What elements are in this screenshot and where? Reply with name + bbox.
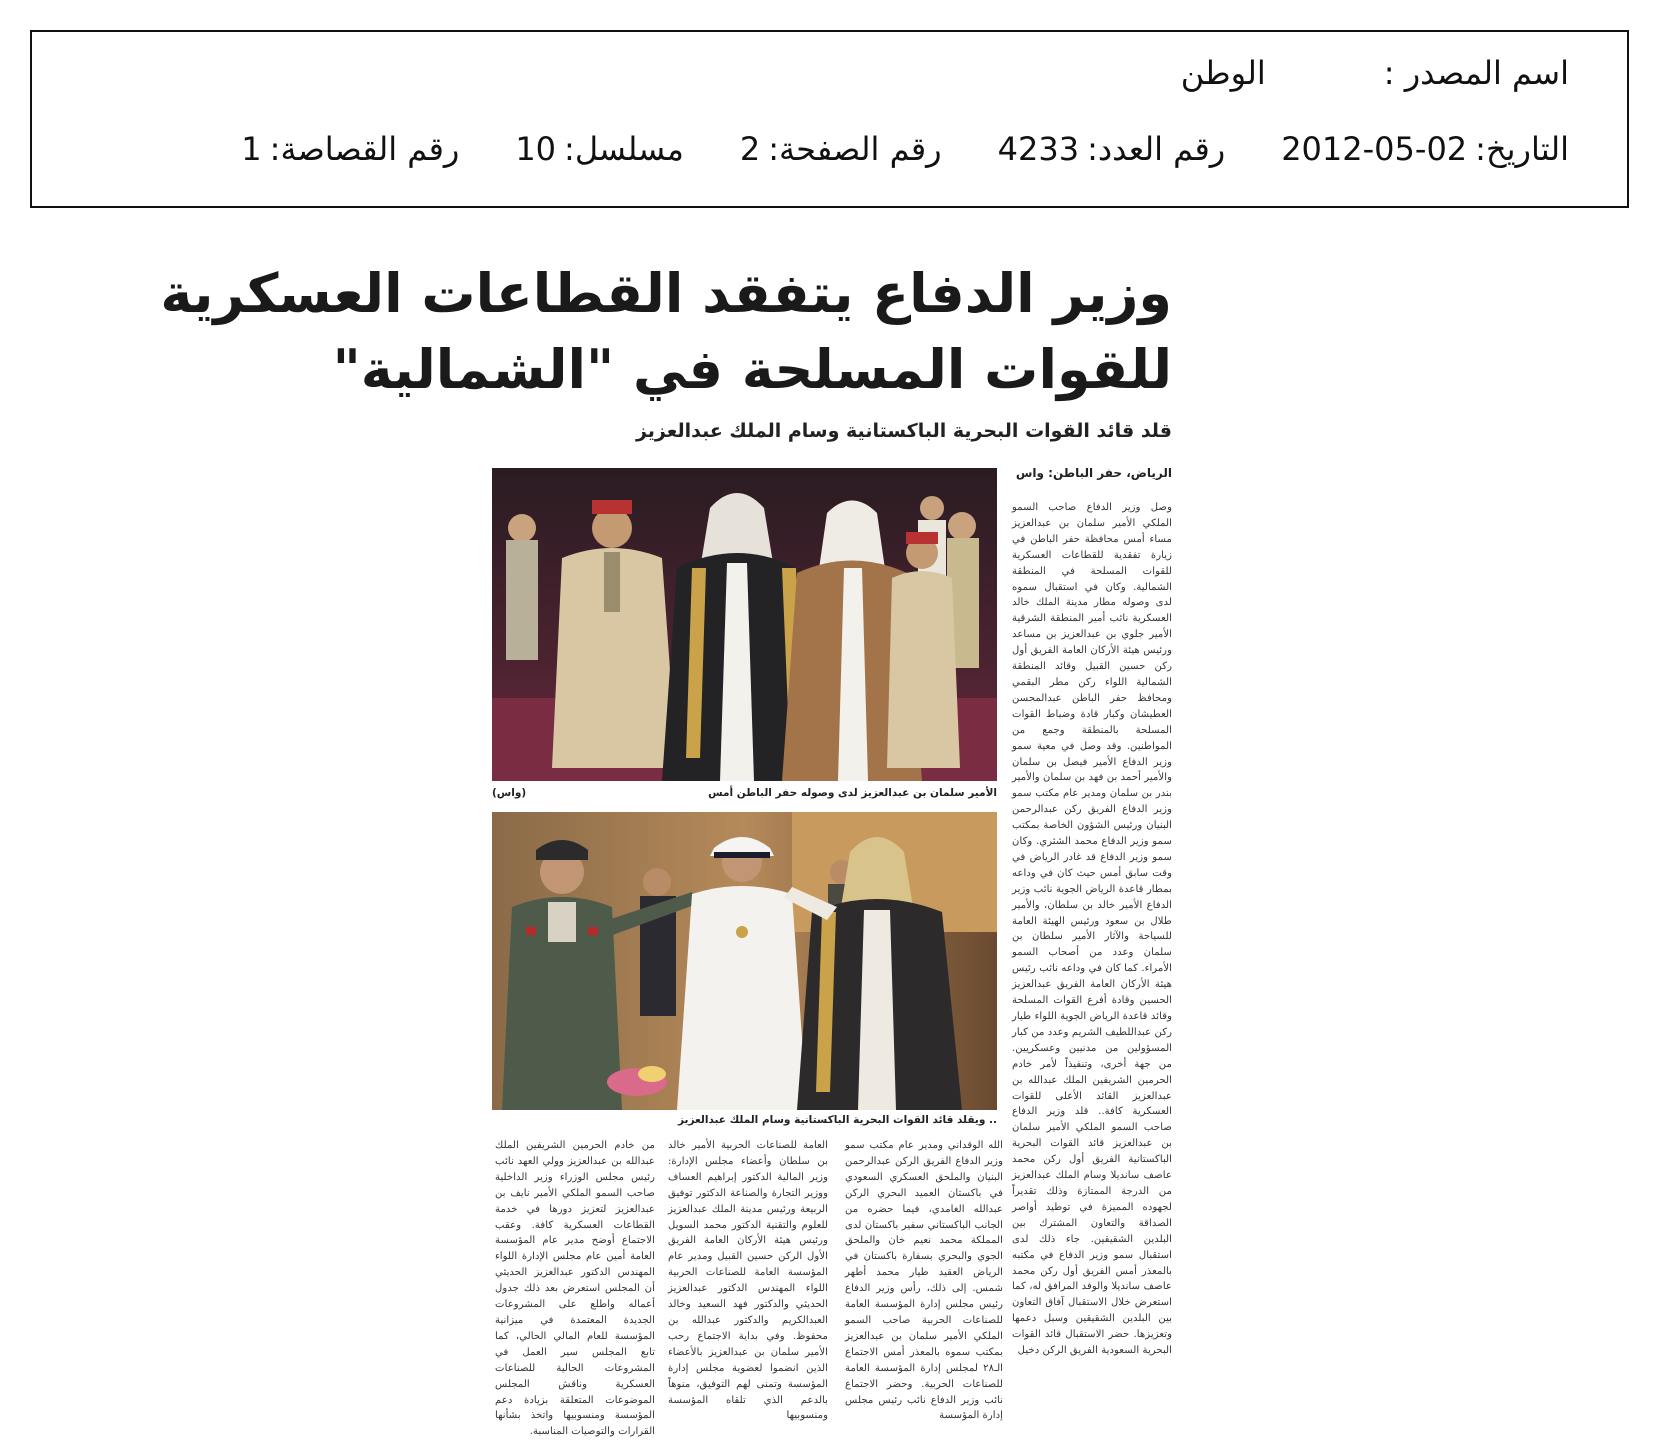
photo-arrival-credit: (واس) [492,787,527,799]
photo-medal-caption: .. ويقلد قائد القوات البحرية الباكستانية وسام الملك عبدالعزيز [677,1114,997,1126]
headline-line-2: للقوات المسلحة في "الشمالية" [332,338,1172,401]
photo-arrival [492,468,997,781]
dateline: الرياض، حفر الباطن: واس [1015,466,1172,480]
clipping-metadata-box [30,30,1629,208]
source-value: الوطن [1180,54,1266,92]
article-column-bottom-1: الله الوقداني ومدير عام مكتب سمو وزير الدفاع الفريق الركن عبدالرحمن البنيان والملحق العسكري السعودي في باكستان العميد البحري الركن عبدالله الغامدي، فيما حضره من الجانب الباكستاني سفير باكستان لدى المملكة محمد نعيم خان والملحق الجوي والبحري بسفارة باكستان في الرياض العقيد طيار محمد أطهر شمس. إلى ذلك، رأس وزير الدفاع رئيس مجلس إدارة المؤسسة العامة للصناعات الحربية صاحب السمو الملكي الأمير سلمان بن عبدالعزيز بمكتب سموه بالمعذر أمس الاجتماع الـ٢٨ لمجلس إدارة المؤسسة العامة للصناعات الحربية. وحضر الاجتماع نائب وزير الدفاع نائب رئيس مجلس إدارة المؤسسة [845,1140,1003,1422]
details-row [241,130,1569,168]
source-row [1181,54,1569,92]
page-value: 2 [739,130,761,168]
issue-value: 4233 [997,130,1080,168]
date-label: التاريخ: [1475,130,1569,168]
subheadline: قلد قائد القوات البحرية الباكستانية وسام الملك عبدالعزيز [635,420,1172,442]
serial-label: مسلسل: [564,130,684,168]
serial-value: 10 [515,130,557,168]
page-label: رقم الصفحة: [768,130,942,168]
article-column-bottom-3: من خادم الحرمين الشريفين الملك عبدالله بن عبدالعزيز وولي العهد نائب رئيس مجلس الوزراء وزير الداخلية صاحب السمو الملكي الأمير نايف بن عبدالعزيز لتعزيز دورها في خدمة القطاعات العسكرية كافة. وعقب الاجتماع أوضح مدير عام المؤسسة العامة أمين عام مجلس الإدارة اللواء المهندس الدكتور عبدالعزيز الحديثي أن المجلس استعرض بعد ذلك جدول أعماله واطلع على المشروعات الجديدة المعتمدة في ميزانية المؤسسة للعام المالي الحالي، كما تابع المجلس سير العمل في المشروعات الحالية للصناعات العسكرية وناقش المجلس الموضوعات المتعلقة بزيادة دعم المؤسسة ومنسوبيها واتخذ بشأنها القرارات والتوصيات المناسبة. [495,1140,655,1438]
photo-arrival-illustration [492,468,997,781]
source-label: اسم المصدر : [1383,54,1569,92]
photo-medal-ceremony [492,812,997,1110]
photo-arrival-caption: الأمير سلمان بن عبدالعزيز لدى وصوله حفر الباطن أمس [708,787,997,799]
article-column-bottom-2: العامة للصناعات الحربية الأمير خالد بن سلطان وأعضاء مجلس الإدارة: وزير المالية الدكتور إبراهيم العساف ووزير التجارة والصناعة الدكتور توفيق الربيعة ورئيس مدينة الملك عبدالعزيز للعلوم والتقنية الدكتور محمد السويل ورئيس هيئة الأركان العامة الفريق الأول الركن حسين القبيل ومدير عام المؤسسة العامة للصناعات الحربية اللواء المهندس الدكتور عبدالعزيز الحديثي والدكتور فهد السعيد وخالد العبدالكريم والدكتور عبدالله بن محفوظ. وفي بداية الاجتماع رحب الأمير سلمان بن عبدالعزيز بالأعضاء الذين انضموا لعضوية مجلس إدارة المؤسسة وتمنى لهم التوفيق، منوهاً بالدعم الذي تلقاه المؤسسة ومنسوبيها [668,1140,828,1422]
clip-label: رقم القصاصة: [269,130,460,168]
article-column-main: وصل وزير الدفاع صاحب السمو الملكي الأمير سلمان بن عبدالعزيز مساء أمس محافظة حفر الباطن في زيارة تفقدية للقطاعات العسكرية للقوات المسلحة في المنطقة الشمالية. وكان في استقبال سموه لدى وصوله مطار مدينة الملك خالد العسكرية نائب أمير المنطقة الشرقية الأمير جلوي بن عبدالعزيز بن مساعد ورئيس هيئة الأركان العامة الفريق أول ركن حسين القبيل وقائد المنطقة الشمالية اللواء ركن مطر البقمي ومحافظ حفر الباطن عبدالمحسن العطيشان وكبار قادة وضباط القوات المسلحة بالمنطقة وجمع من المواطنين. وقد وصل في معية سمو وزير الدفاع الأمير فيصل بن سلمان والأمير أحمد بن فهد بن سلمان والأمير بندر بن سلمان ومدير عام مكتب سمو وزير الدفاع الفريق ركن عبدالرحمن البنيان ورئيس الشؤون الخاصة بمكتب سمو وزير الدفاع محمد الشثري. وكان سمو وزير الدفاع قد غادر الرياض في وقت سابق أمس حيث كان في وداعه بمطار قاعدة الرياض الجوية نائب وزير الدفاع الأمير خالد بن سلطان، والأمير طلال بن سعود ورئيس الهيئة العامة للسياحة والآثار الأمير سلطان بن سلمان وعدد من أصحاب السمو الأمراء. كما كان في وداعه نائب رئيس هيئة الأركان العامة الفريق عبدالعزيز الحسين وقادة أفرع القوات المسلحة وقائد قاعدة الرياض الجوية اللواء طيار ركن عبداللطيف الشريم وعدد من كبار المسؤولين من مدنيين وعسكريين. من جهة أخرى، وتنفيذاً لأمر خادم الحرمين الشريفين الملك عبدالله بن عبدالعزيز القائد الأعلى للقوات العسكرية كافة.. قلد وزير الدفاع صاحب السمو الملكي الأمير سلمان بن عبدالعزيز قائد القوات البحرية الباكستانية الفريق أول ركن محمد عاصف سانديلا وسام الملك عبدالعزيز من الدرجة الممتازة وذلك تقديراً لجهوده المميزة في توطيد أواصر الصداقة والتعاون المشترك بين البلدين الشقيقين. جاء ذلك لدى استقبال سمو وزير الدفاع في مكتبه بالمعذر أمس الفريق أول ركن محمد عاصف سانديلا والوفد المرافق له، كما استعرض خلال الاستقبال آفاق التعاون بين البلدين الشقيقين وسبل دعمها وتعزيزها. حضر الاستقبال قائد القوات البحرية السعودية الفريق الركن دخيل [1012,502,1172,1357]
photo-medal-illustration [492,812,997,1110]
clip-value: 1 [241,130,262,168]
date-value: 2012-05-02 [1281,130,1468,168]
headline-line-1: وزير الدفاع يتفقد القطاعات العسكرية [160,262,1172,325]
issue-label: رقم العدد: [1087,130,1226,168]
